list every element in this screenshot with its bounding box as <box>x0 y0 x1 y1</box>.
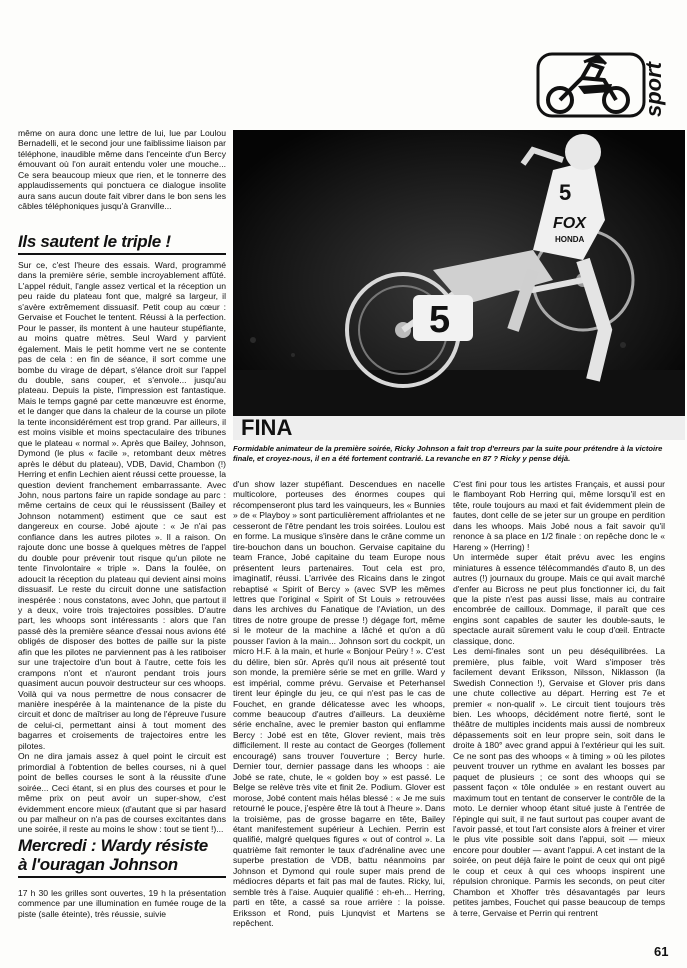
section1-paragraph-1: Sur ce, c'est l'heure des essais. Ward, programmé dans la première série, semble incroyablement affûté. L'appel réduit, l'angle assez vertical et la réception un peu raide du plateau font que, malgré sa largeur, il s'avère extrêmement dissuasif. Petit coup au cœur : Gervaise et Fouchet le tentent. Réussi à la perfection. Pour le passer, ils montent à une hauteur stupéfiante, au moins quatre mètres. Seul Ward y parvient également. Mais le petit homme vert ne se contente pas de cela : en fin de séance, il sort comme une bombe du virage de départ, s'élance droit sur l'appel du double, sans couper, et s'envole... jusqu'au plateau. Depuis la piste, l'impression est fantastique. Mais le temps gagné par cette manœuvre est énorme, et le danger que dans la chaleur de la course un pilote la tente inconsidérément est trop grand. Par ailleurs, il est moins visible et moins spectaculaire des tribunes que le plateau « normal ». Après que Bailey, Johnson, Dymond (le plus « facile », retombant deux mètres après le début du plateau), VDB, David, Chambon (!) Herring et enfin Lechien aient réussi cette prouesse, la question devient franchement embarrassante. Avec John, nous partons faire un rapide sondage au parc : même certains de ceux qui le réussissent (Bailey et Johnson notamment) estiment que ce saut est dangereux en course. Jobé ajoute : « Je n'ai pas confiance dans les autres pilotes ». Il a raison. On rajoute donc une bosse à quelques mètres de l'appel du double pour prévenir tout risque qu'un pilote ne tente l'involontaire « triple ». Dans la foulée, on adoucit la réception du plateau qui devient ainsi moins dissuasif. Le reste du circuit donne une satisfaction inespérée : nous constatons, avec John, que partout il y a deux, voire trois trajectoires possibles. D'autre part, les whoops sont intéressants : alors que l'an passé dès la première séance d'essai nous avions été obligés de disposer des bottes de paille sur la piste afin que les pilotes ne parviennent pas à les ratiboiser sur une trajectoire d'un bout à l'autre, cette fois les crampons n'ont et n'auront pendant trois jours quasiment aucun pouvoir destructeur sur ces whoops. Voilà qui va nous permettre de nous consacrer de manière inespérée à la maintenance de la piste du circuit et donc de maîtriser au long de l'épreuve l'usure de celui-ci, permettant ainsi à tout moment des bagarres et croisements de trajectoires entre les pilotes. <box>18 260 226 751</box>
section2-heading-line2: à l'ouragan Johnson <box>18 855 178 874</box>
column-3-paragraph-2: Un intermède super était prévu avec les engins miniatures à essence télécommandés d'auto 8, un des autres (!) journaux du groupe. Mais ce qui avait marché d'enfer au Bicross ne peut plus fonctionner ici, du fait que la piste n'est pas aussi lisse, mais au contraire encombrée de cailloux. Dommage, il paraît que ces engins sont capables de sauter les double-sauts, le spectacle aurait sûrement valu le coup d'œil. Entracte classique, donc. <box>453 552 665 646</box>
shirt-text: FOX <box>553 215 586 232</box>
banner-text: FINA <box>241 415 293 440</box>
section1-heading: Ils sautent le triple ! <box>18 232 226 255</box>
column-2 <box>233 479 445 928</box>
rider-jump-illustration <box>233 130 685 440</box>
sport-logo <box>524 50 672 130</box>
section2-rule <box>18 876 226 878</box>
section2-paragraph: 17 h 30 les grilles sont ouvertes, 19 h la présentation commence par une illumination en fumée rouge de la piste (salle éteinte), très réussie, suivie <box>18 888 226 919</box>
section1-heading-wrap <box>18 232 226 255</box>
bike-number: 5 <box>429 299 451 341</box>
rider-number: 5 <box>559 180 572 205</box>
column-3-paragraph-3: Les demi-finales sont un peu déséquilibrées. La première, plus faible, voit Ward s'imposer très facilement devant Eriksson, Nilsson, Niklasson (la Swedish Connection !), Gervaise et Glover pris dans une chute collective au départ. Herring est 7e et premier « non-qualif ». Le circuit tient toujours très bien. Les whoops, décidément notre fierté, sont le théâtre de multiples incidents mais aussi de nombreux dépassements soit en leur propre sein, soit dans le droite à 180° avec grand appui à l'extérieur qui les suit. Ce ne sont pas des whoops « à timing » où les pilotes peuvent trouver un rythme en avalant les bosses par paquet de plusieurs ; ce sont des whoops qui se passent façon « tôle ondulée » en restant ouvert au maximum tout en tentant de conserver le contrôle de la moto. Le dernier whoop étant situé juste à l'entrée de l'épingle qui suit, il ne faut surtout pas couper avant de l'avoir passé, et tout l'art consiste alors à freiner et virer le plus vite possible soit dans l'appui, soit — mieux encore pour doubler — avant l'appui. A cet instant de la soirée, on peut déjà faire le point de ceux qui ont pigé le coup et ceux à qui ces whoops inspirent une répulsion chronique. Parmis les seconds, on peut citer Chambon et Xhoffer très désavantagés par leurs petites jambes, Fouchet qui passe beaucoup de temps à terre, Gervaise et Perrin qui rentrent <box>453 646 665 918</box>
motocross-photo <box>233 130 685 440</box>
column-2-paragraph: d'un show lazer stupéfiant. Descendues en nacelle multicolore, porteuses des énormes coupes qui récompenseront plus tard les vainqueurs, les « Bunnies » de « Playboy » sont particulièrement affriolantes et ne cesseront de l'être pendant les trois soirées. Loulou est en forme. La musique s'insère dans le crâne comme un tire-bouchon dans un bouchon. Gervaise capitaine du team France, Jobé capitaine du team Europe nous présentent leurs partenaires. Tout cela est pro, imaginatif, réussi. L'arrivée des Ricains dans le zingot rebaptisé « Spirit of Bercy » (avec SVP les mêmes lettres que l'original « Spirit of St Louis » retrouvées dans les archives du Fanatique de l'Aviation, un des titres de notre groupe de presse !) dégage fort, même si le moteur de la machine a lâché et qu'on a dû pousser l'avion à la main... Johnson sort du cockpit, un micro H.F. à la main, et hurle « Bonjour Peüry ! ». C'est du délire, bien sûr. Après qu'il nous ait présenté tout son monde, la première série se met en grille. Ward y est impérial, comme prévu. Gervaise et Peterhansel tirent leur épingle du jeu, ce qui n'est pas le cas de Fouchet, en grande délicatesse avec les whoops, comme beaucoup d'autres d'ailleurs. La deuxième série enchaîne, avec le premier baston qui enflamme Bercy : Jobé est en tête, Glover revient, mais très difficilement. Il reste au contact de Georges (follement encouragé) sans trouver l'ouverture ; Bercy hurle. Dernier tour, dernier passage dans les whoops : aie Jobé se rate, chute, le « golden boy » est passé. Le Belge se relève très vite et finit 2e. Podium. Glover est morose, Jobé content mais hélas blessé : « Je me suis retourné le pouce, j'espère être là tout à l'heure ». Dans la troisième, pas de grosse bagarre en tête, Bailey étant manifestement supérieur à Lechien. Perrin est qualifié, malgré quelques figures « out of control ». La quatrième fait remonter le taux d'adrénaline avec une superbe prestation de VDB, battu néanmoins par Johnson et Dymond qui roule super mais prend de médiocres départs et fait pas mal de fautes. Ricky, lui, semble très à l'aise. Auquier qualifié : eh-eh... Herring, parti en tête, a cassé sa roue arrière : la poisse. Eriksson et Rond, puis Ljunqvist et Martens se repêchent. <box>233 479 445 929</box>
intro-paragraph: même on aura donc une lettre de lui, lue par Loulou Bernadelli, et le second jour une faiblissime liaison par téléphone, inaudible même dans l'enceinte d'un Bercy émouvant où l'on aurait entendu voler une mouche... Ce sera beaucoup mieux que rien, et le tonnerre des applaudissements qui ponctuera ce dialogue insolite aura sans aucun doute fait vibrer dans le bon sens les câbles téléphoniques jusqu'à Granville... <box>18 128 226 212</box>
section2-heading-line1: Mercredi : Wardy résiste <box>18 836 208 855</box>
column-3-paragraph-1: C'est fini pour tous les artistes Français, et aussi pour le flamboyant Rob Herring qui, même lorsqu'il est en tête, roule toujours au maxi et fait évidemment plein de fautes, dont celle de se jeter sur un groupe en perdition dans les whoops. Mais Jobé nous a fait savoir qu'il renonce à sa place en 1/2 finale : on repêche donc le « Hareng » (Herring) ! <box>453 479 665 552</box>
section2-heading-wrap <box>18 836 226 878</box>
page-number: 61 <box>654 944 669 959</box>
photo-caption: Formidable animateur de la première soirée, Ricky Johnson a fait trop d'erreurs par la suite pour prétendre à la victoire finale, et croyez-nous, il en a été fortement contrarié. La revanche en 87 ? Ricky y pense déjà. <box>233 444 663 463</box>
column-1 <box>18 128 226 212</box>
section2-heading <box>18 836 226 874</box>
shirt-sub-text: HONDA <box>555 235 585 244</box>
logo-text: sport <box>641 62 666 118</box>
section2-body <box>18 888 226 919</box>
section1-body <box>18 260 226 835</box>
column-3 <box>453 479 665 918</box>
section1-paragraph-2: On ne dira jamais assez à quel point le circuit est primordial à l'obtention de belles courses, ni à quel point de belles courses le sont à la réussite d'une soirée... Ceci étant, si en plus des courses et pour le même prix on peut avoir un super-show, c'est évidemment encore mieux (d'autant que si par hasard ou par malheur on n'a pas de courses excitantes dans une soirée, il reste au moins le show : tout se tient !)... <box>18 751 226 835</box>
